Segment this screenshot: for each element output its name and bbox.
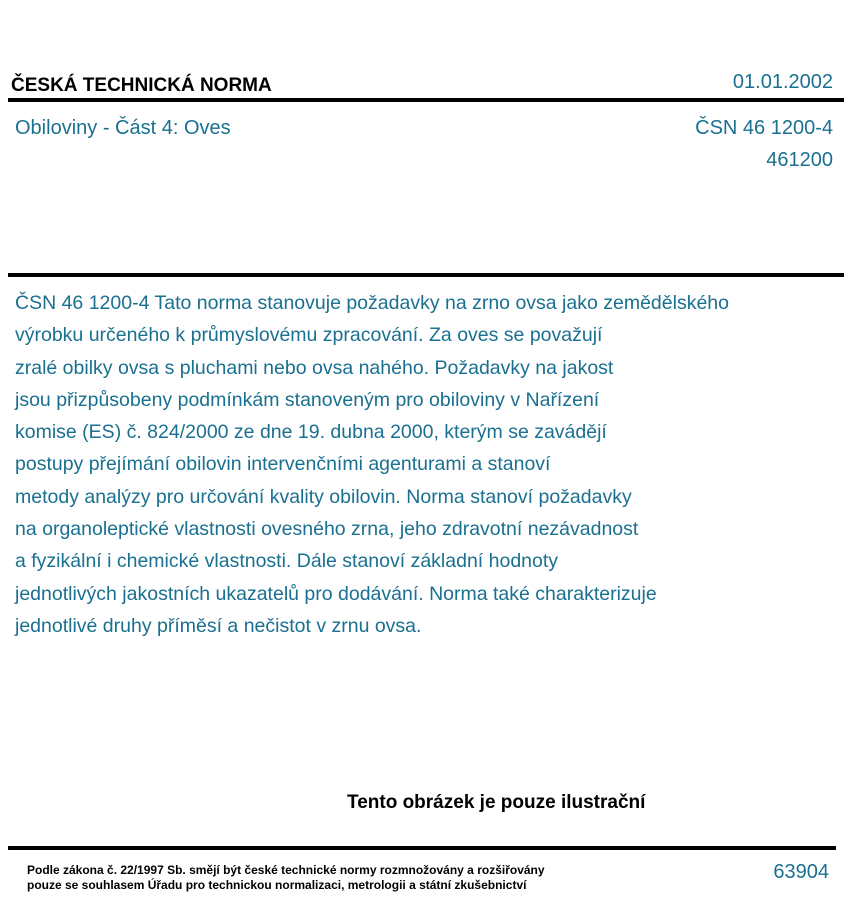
abstract-line: zralé obilky ovsa s pluchami nebo ovsa nahého. Požadavky na jakost [15,356,614,379]
copyright-notice-line: pouze se souhlasem Úřadu pro technickou normalizaci, metrologii a státní zkušebnictví [27,878,527,892]
catalog-code: 63904 [773,861,829,883]
standard-subtitle: Obiloviny - Část 4: Oves [15,117,231,139]
abstract-line: komise (ES) č. 824/2000 ze dne 19. dubna 2000, kterým se zavádějí [15,421,607,444]
copyright-notice [27,863,545,893]
illustrative-note: Tento obrázek je pouze ilustrační [347,792,646,813]
copyright-notice-line: Podle zákona č. 22/1997 Sb. smějí být české technické normy rozmnožovány a rozšiřovány [27,863,545,877]
document-header-title: ČESKÁ TECHNICKÁ NORMA [11,75,272,96]
abstract-line: ČSN 46 1200-4 Tato norma stanovuje požadavky na zrno ovsa jako zemědělského [15,292,729,314]
standard-code: ČSN 46 1200-4 [695,117,833,139]
abstract-line: a fyzikální i chemické vlastnosti. Dále stanoví základní hodnoty [15,550,559,573]
header-divider [8,98,844,102]
abstract-line: postupy přejímání obilovin intervenčními agenturami a stanoví [15,453,551,476]
abstract-line: metody analýzy pro určování kvality obilovin. Norma stanoví požadavky [15,485,632,508]
abstract-line: jednotlivé druhy příměsí a nečistot v zrnu ovsa. [15,614,422,637]
abstract-divider [8,273,844,277]
abstract-line: výrobku určeného k průmyslovému zpracování. Za oves se považují [15,324,603,347]
abstract-line: na organoleptické vlastnosti ovesného zrna, jeho zdravotní nezávadnost [15,518,639,541]
abstract-line: jednotlivých jakostních ukazatelů pro dodávání. Norma také charakterizuje [15,582,657,605]
abstract-line: jsou přizpůsobeny podmínkám stanoveným pro obiloviny v Nařízení [15,388,600,411]
publication-date: 01.01.2002 [732,71,833,93]
abstract-text [15,287,835,642]
footer-divider [8,846,836,850]
standard-number: 461200 [766,149,833,171]
